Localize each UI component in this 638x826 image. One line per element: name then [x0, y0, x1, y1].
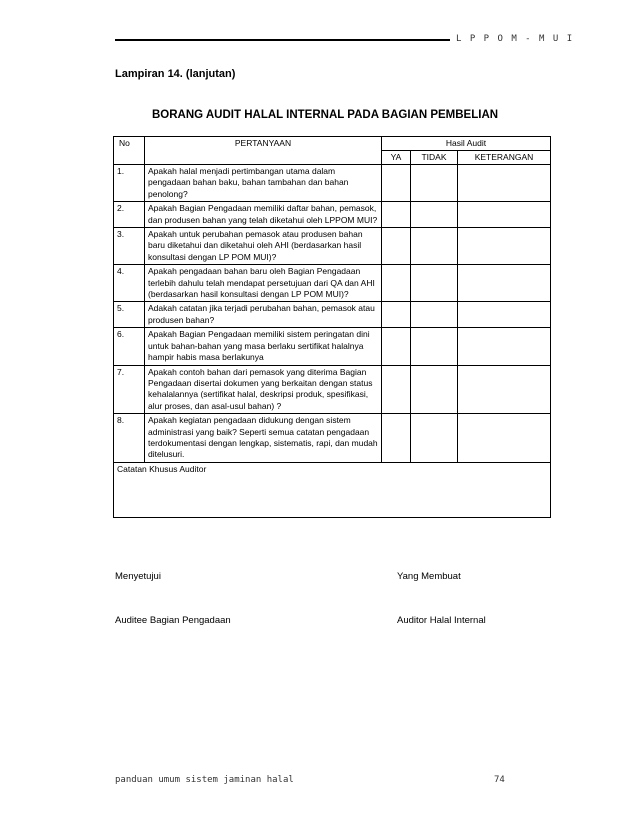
- col-question-header: PERTANYAAN: [145, 137, 382, 165]
- row-number: 5.: [114, 302, 145, 328]
- col-no-header: No: [114, 137, 145, 165]
- col-keterangan-header: KETERANGAN: [458, 151, 551, 165]
- auditor-notes-label: Catatan Khusus Auditor: [117, 463, 207, 474]
- row-question: Adakah catatan jika terjadi perubahan bahan, pemasok atau produsen bahan?: [145, 302, 382, 328]
- keterangan-cell[interactable]: [458, 365, 551, 414]
- audit-table: [113, 136, 551, 518]
- table-row: [114, 414, 551, 463]
- row-question: Apakah contoh bahan dari pemasok yang diterima Bagian Pengadaan disertai dokumen yang berkaitan dengan status kehalalannya (sertifikat halal, deskripsi produk, spesifikasi, alur proses, dan asal-usul bahan) ?: [145, 365, 382, 414]
- row-number: 1.: [114, 165, 145, 202]
- made-by-label: Yang Membuat: [397, 571, 461, 582]
- keterangan-cell[interactable]: [458, 202, 551, 228]
- table-row: [114, 202, 551, 228]
- row-question: Apakah kegiatan pengadaan didukung dengan sistem administrasi yang baik? Seperti semua catatan pengadaan terdokumentasi dengan lengkap, sistematis, rapi, dan mudah ditelusuri.: [145, 414, 382, 463]
- row-question: Apakah Bagian Pengadaan memiliki daftar bahan, pemasok, dan produsen bahan yang telah diketahui oleh LPPOM MUI?: [145, 202, 382, 228]
- row-number: 6.: [114, 328, 145, 365]
- auditor-signatory: Auditor Halal Internal: [397, 615, 486, 626]
- tidak-cell[interactable]: [411, 365, 458, 414]
- ya-cell[interactable]: [382, 165, 411, 202]
- row-number: 2.: [114, 202, 145, 228]
- auditor-notes-cell[interactable]: [114, 462, 551, 517]
- keterangan-cell[interactable]: [458, 302, 551, 328]
- ya-cell[interactable]: [382, 228, 411, 265]
- tidak-cell[interactable]: [411, 165, 458, 202]
- approved-label: Menyetujui: [115, 571, 161, 582]
- table-row: [114, 265, 551, 302]
- page-number: 74: [494, 775, 505, 785]
- keterangan-cell[interactable]: [458, 265, 551, 302]
- row-question: Apakah Bagian Pengadaan memiliki sistem peringatan dini untuk bahan-bahan yang masa berlaku sertifikat halalnya hampir habis masa berlakunya: [145, 328, 382, 365]
- row-question: Apakah pengadaan bahan baru oleh Bagian Pengadaan terlebih dahulu telah mendapat persetujuan dari QA dan AHI (berdasarkan hasil konsultasi dengan LP POM MUI)?: [145, 265, 382, 302]
- row-number: 8.: [114, 414, 145, 463]
- tidak-cell[interactable]: [411, 302, 458, 328]
- table-row: [114, 365, 551, 414]
- ya-cell[interactable]: [382, 202, 411, 228]
- row-number: 4.: [114, 265, 145, 302]
- ya-cell[interactable]: [382, 265, 411, 302]
- keterangan-cell[interactable]: [458, 228, 551, 265]
- row-question: Apakah untuk perubahan pemasok atau produsen bahan baru diketahui dan diketahui oleh AHI (berdasarkan hasil konsultasi dengan LP POM MUI)?: [145, 228, 382, 265]
- col-result-header: Hasil Audit: [382, 137, 551, 151]
- keterangan-cell[interactable]: [458, 328, 551, 365]
- header-brand: L P P O M - M U I: [456, 34, 574, 44]
- form-title: BORANG AUDIT HALAL INTERNAL PADA BAGIAN PEMBELIAN: [152, 109, 499, 121]
- tidak-cell[interactable]: [411, 228, 458, 265]
- auditor-notes-row: [114, 462, 551, 517]
- tidak-cell[interactable]: [411, 328, 458, 365]
- table-row: [114, 228, 551, 265]
- keterangan-cell[interactable]: [458, 414, 551, 463]
- ya-cell[interactable]: [382, 302, 411, 328]
- row-question: Apakah halal menjadi pertimbangan utama dalam pengadaan bahan baku, bahan tambahan dan bahan penolong?: [145, 165, 382, 202]
- table-row: [114, 302, 551, 328]
- ya-cell[interactable]: [382, 365, 411, 414]
- auditee-signatory: Auditee Bagian Pengadaan: [115, 615, 231, 626]
- table-row: [114, 328, 551, 365]
- row-number: 7.: [114, 365, 145, 414]
- col-tidak-header: TIDAK: [411, 151, 458, 165]
- ya-cell[interactable]: [382, 328, 411, 365]
- tidak-cell[interactable]: [411, 414, 458, 463]
- footer-title: panduan umum sistem jaminan halal: [115, 775, 294, 785]
- table-row: [114, 165, 551, 202]
- col-ya-header: YA: [382, 151, 411, 165]
- appendix-label: Lampiran 14. (lanjutan): [115, 68, 236, 80]
- tidak-cell[interactable]: [411, 265, 458, 302]
- keterangan-cell[interactable]: [458, 165, 551, 202]
- tidak-cell[interactable]: [411, 202, 458, 228]
- ya-cell[interactable]: [382, 414, 411, 463]
- row-number: 3.: [114, 228, 145, 265]
- header-rule: [115, 39, 450, 41]
